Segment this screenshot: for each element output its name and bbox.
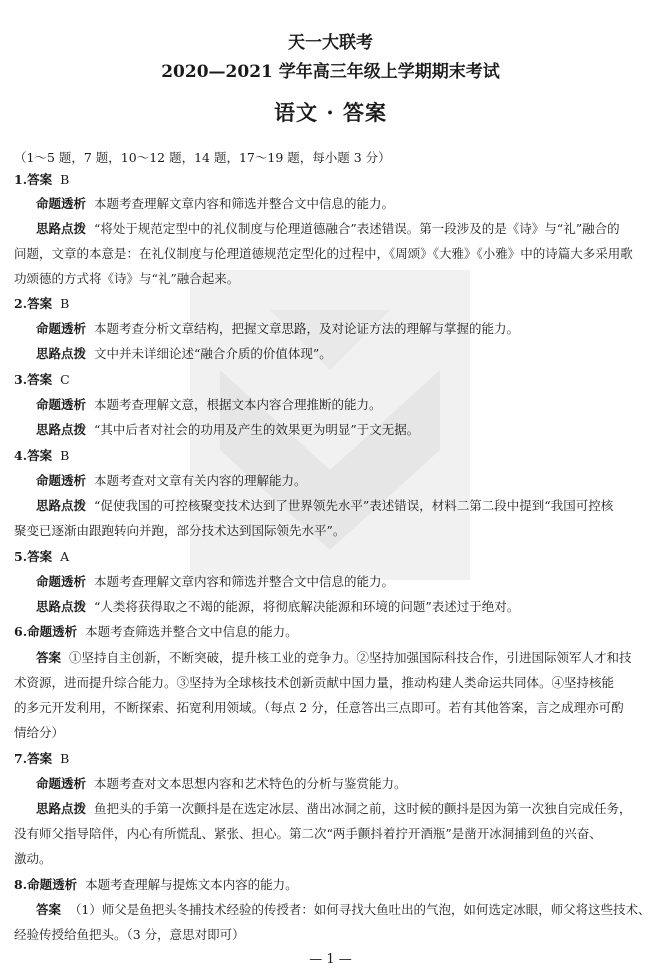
q5-analysis: 本题考查理解文章内容和筛选并整合文中信息的能力。	[94, 574, 395, 589]
hint-label: 思路点拨	[36, 498, 87, 513]
analysis-label: 命题透析	[27, 877, 78, 892]
q1-hint-line3: 功颂德的方式将《诗》与“礼”融合起来。	[14, 271, 240, 286]
q3-number: 3.	[14, 372, 28, 387]
answer-label: 答案	[27, 751, 53, 766]
q1-analysis-row	[36, 196, 394, 212]
q7-hint-line3: 激动。	[14, 851, 52, 866]
q3-answer: C	[60, 372, 70, 387]
hint-label: 思路点拨	[36, 346, 87, 361]
q7-answer: B	[60, 751, 70, 766]
q3-hint: “其中后者对社会的功用及产生的效果更为明显”于文无据。	[94, 422, 420, 437]
q8-number: 8.	[14, 877, 28, 892]
q8-answer-line1: （1）师父是鱼把头冬捕技术经验的传授者：如何寻找大鱼吐出的气泡，如何选定冰眼，师父将这些技术、	[68, 902, 651, 917]
q4-hint-line1: “促使我国的可控核聚变技术达到了世界领先水平”表述错误，材料二第二段中提到“我国可控核	[94, 498, 614, 513]
answer-label: 答案	[36, 902, 61, 917]
q1-analysis: 本题考查理解文章内容和筛选并整合文中信息的能力。	[94, 196, 395, 211]
q4-number: 4.	[14, 448, 28, 463]
q5-hint: “人类将获得取之不竭的能源，将彻底解决能源和环境的问题”表述过于绝对。	[94, 599, 520, 614]
subject-title: 语文 · 答案	[274, 100, 387, 125]
q7-hint-line2: 没有师父指导陪伴，内心有所慌乱、紧张、担心。第二次“两手颤抖着拧开酒瓶”是凿开冰洞捕到鱼的兴奋、	[14, 826, 602, 841]
answer-label: 答案	[27, 549, 53, 564]
q6-answer-row	[36, 650, 632, 666]
q4-answer-row	[14, 448, 69, 464]
q2-analysis-row	[36, 321, 519, 337]
q6-analysis: 本题考查筛选并整合文中信息的能力。	[85, 624, 298, 639]
q3-analysis: 本题考查理解文意，根据文本内容合理推断的能力。	[94, 397, 382, 412]
answer-label: 答案	[27, 448, 53, 463]
q5-answer: A	[60, 549, 70, 564]
q4-hint-line2: 聚变已逐渐由跟跑转向并跑，部分技术达到国际领先水平”。	[14, 523, 346, 538]
q3-answer-row	[14, 372, 70, 388]
q7-hint-row	[36, 801, 632, 817]
q6-analysis-row	[14, 624, 298, 640]
q4-answer: B	[60, 448, 70, 463]
q2-number: 2.	[14, 296, 28, 311]
answer-label: 答案	[27, 296, 53, 311]
analysis-label: 命题透析	[36, 321, 87, 336]
hint-label: 思路点拨	[36, 599, 87, 614]
answer-label: 答案	[27, 372, 53, 387]
q8-analysis-row	[14, 877, 298, 893]
q8-analysis: 本题考查理解与提炼文本内容的能力。	[85, 877, 298, 892]
q2-hint-row	[36, 346, 332, 362]
q8-answer-line2: 经验传授给鱼把头。（3 分，意思对即可）	[14, 927, 245, 942]
q6-number: 6.	[14, 624, 28, 639]
analysis-label: 命题透析	[27, 624, 78, 639]
q2-answer-row	[14, 296, 69, 312]
q7-analysis-row	[36, 776, 407, 792]
analysis-label: 命题透析	[36, 776, 87, 791]
exam-org-title: 天一大联考	[288, 33, 373, 53]
q4-analysis: 本题考查对文章有关内容的理解能力。	[94, 473, 307, 488]
hint-label: 思路点拨	[36, 221, 87, 236]
q6-answer-line3: 的多元开发利用，不断探索、拓宽利用领域。（每点 2 分，任意答出三点即可。若有其他答案，言之成理亦可酌	[14, 700, 624, 715]
answer-label: 答案	[36, 650, 62, 665]
q3-analysis-row	[36, 397, 382, 413]
q6-answer-line4: 情给分）	[14, 725, 65, 740]
q5-answer-row	[14, 549, 69, 565]
q1-hint-row	[36, 221, 620, 237]
analysis-label: 命题透析	[36, 574, 87, 589]
q3-hint-row	[36, 422, 419, 438]
q1-answer: B	[60, 172, 70, 187]
q7-analysis: 本题考查对文本思想内容和艺术特色的分析与鉴赏能力。	[94, 776, 407, 791]
q5-analysis-row	[36, 574, 394, 590]
answer-label: 答案	[27, 172, 53, 187]
q2-answer: B	[60, 296, 70, 311]
q1-number: 1.	[14, 172, 28, 187]
q4-hint-row	[36, 498, 613, 514]
q7-hint-line1: 鱼把头的手第一次颤抖是在选定冰层、凿出冰洞之前，这时候的颤抖是因为第一次独自完成任务，	[94, 801, 632, 816]
q8-answer-row	[36, 902, 650, 918]
q6-answer-line1: ①坚持自主创新，不断突破，提升核工业的竞争力。②坚持加强国际科技合作，引进国际领军人才和技	[69, 650, 632, 665]
q4-analysis-row	[36, 473, 307, 489]
scoring-intro: （1～5 题，7 题，10～12 题，14 题，17～19 题，每小题 3 分）	[14, 150, 391, 165]
hint-label: 思路点拨	[36, 422, 87, 437]
page-number: — 1 —	[309, 952, 352, 967]
q6-answer-line2: 术资源，进而提升综合能力。③坚持为全球核技术创新贡献中国力量，推动构建人类命运共同体。④坚持核能	[14, 675, 615, 690]
q1-hint-line2: 问题，文章的本意是：在礼仪制度与伦理道德规范定型化的过程中，《周颂》《大雅》《小雅》中的诗篇大多采用歌	[14, 246, 633, 261]
analysis-label: 命题透析	[36, 397, 87, 412]
q2-hint: 文中并未详细论述“融合介质的价值体现”。	[94, 346, 332, 361]
analysis-label: 命题透析	[36, 473, 87, 488]
q2-analysis: 本题考查分析文章结构，把握文章思路，及对论证方法的理解与掌握的能力。	[94, 321, 520, 336]
q5-number: 5.	[14, 549, 28, 564]
q1-answer-row	[14, 172, 69, 188]
q1-hint-line1: “将处于规范定型中的礼仪制度与伦理道德融合”表述错误。第一段涉及的是《诗》与“礼”融合的	[94, 221, 620, 236]
analysis-label: 命题透析	[36, 196, 87, 211]
q7-answer-row	[14, 751, 69, 767]
hint-label: 思路点拨	[36, 801, 87, 816]
exam-title: 2020—2021 学年高三年级上学期期末考试	[161, 62, 500, 82]
q7-number: 7.	[14, 751, 28, 766]
q5-hint-row	[36, 599, 519, 615]
